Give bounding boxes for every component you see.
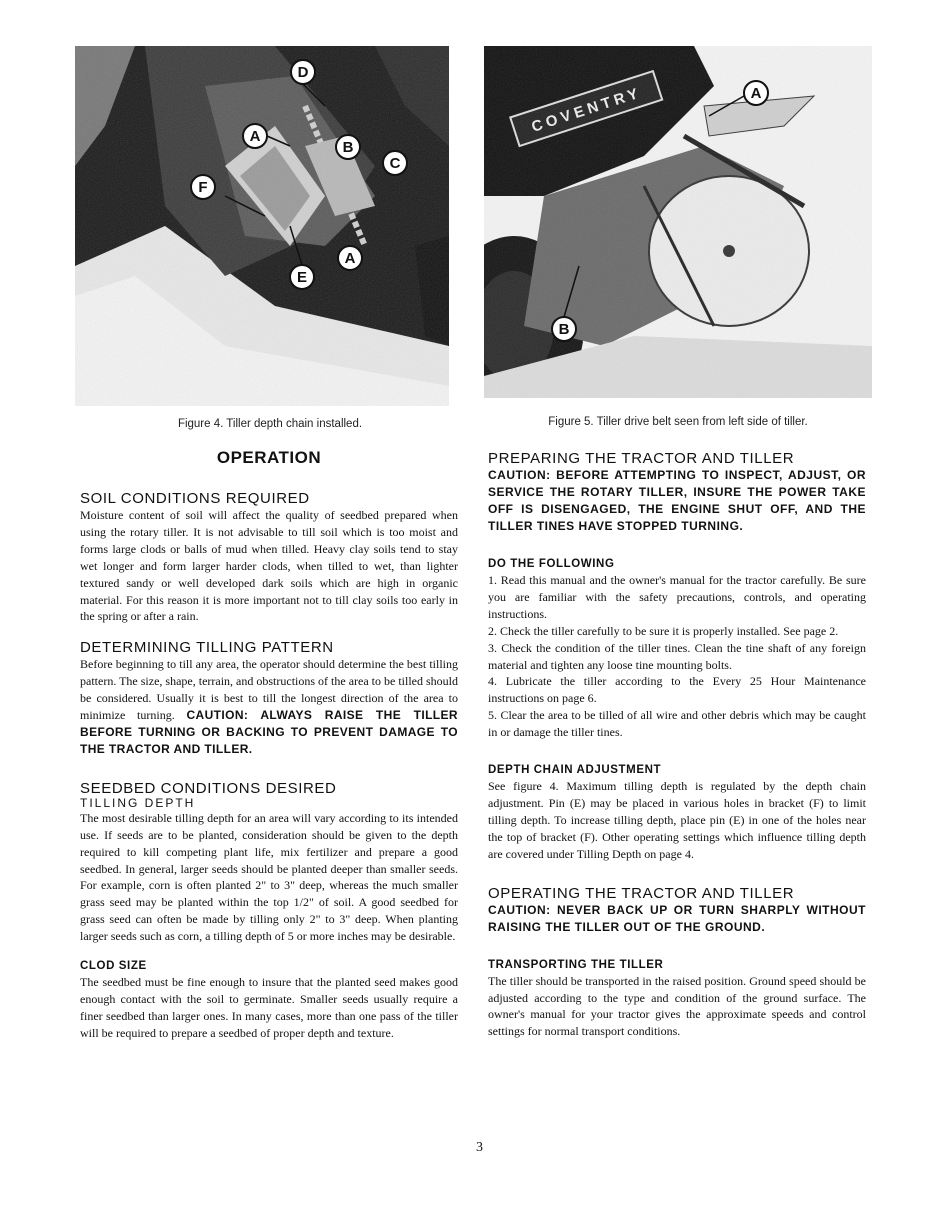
callout-a-lower <box>338 246 362 270</box>
soil-heading: SOIL CONDITIONS REQUIRED <box>80 490 310 507</box>
svg-text:C: C <box>389 155 401 172</box>
operating-heading: OPERATING THE TRACTOR AND TILLER <box>488 884 795 902</box>
transporting-body: The tiller should be transported in the raised position. Ground speed should be adjusted according to the type and condition of the ground surface. The owner's manual for your tractor gives the approximate speeds and control settings for normal transport conditions. <box>488 973 866 1039</box>
transporting-heading: TRANSPORTING THE TILLER <box>488 958 664 971</box>
operating-caution: CAUTION: NEVER BACK UP OR TURN SHARPLY WITHOUT RAISING THE TILLER OUT OF THE GROUND. <box>488 902 866 934</box>
following-list <box>488 572 866 741</box>
list-item: 1. Read this manual and the owner's manual for the tractor carefully. Be sure you are familiar with the safety precautions, controls, and operating instructions. <box>488 573 866 621</box>
clod-heading: CLOD SIZE <box>80 960 147 973</box>
pattern-heading: DETERMINING TILLING PATTERN <box>80 639 334 657</box>
callout-f <box>191 175 215 199</box>
svg-text:E: E <box>296 269 308 286</box>
svg-text:A: A <box>750 85 762 102</box>
left-column <box>80 448 458 1042</box>
right-column <box>488 450 866 1040</box>
figure-5-photo <box>484 46 872 398</box>
preparing-heading: PREPARING THE TRACTOR AND TILLER <box>488 450 795 467</box>
list-item: 4. Lubricate the tiller according to the Every 25 Hour Maintenance instructions on page 6. <box>488 674 866 706</box>
callout-b <box>552 317 576 341</box>
svg-text:D: D <box>297 64 309 81</box>
callout-b <box>336 135 360 159</box>
seedbed-body: The most desirable tilling depth for an area will vary according to its intended use. If seeds are to be planted, consideration should be given to the depth required to kill competing plant life, mix fertilizer and prepare a good seedbed. In general, larger seeds should be planted deeper than smaller seeds. For example, corn is often planted 2" to 3" deep, whereas the much smaller grass seed may be planted within the top 1/2" of soil. A good seedbed for grass seed can often be made by tilling only 2" to 3" deep. When planting larger seeds such as corn, a tilling depth of 5 or more inches may be desirable. <box>80 810 458 944</box>
callout-a <box>744 81 768 105</box>
svg-text:B: B <box>342 139 354 156</box>
svg-text:B: B <box>558 321 570 338</box>
figure-5-caption: Figure 5. Tiller drive belt seen from left side of tiller. <box>548 416 808 428</box>
page-number: 3 <box>476 1140 483 1155</box>
svg-text:F: F <box>198 179 208 196</box>
tilling-depth-subheading: TILLING DEPTH <box>80 795 196 810</box>
list-item: 2. Check the tiller carefully to be sure it is properly installed. See page 2. <box>488 623 839 638</box>
soil-body: Moisture content of soil will affect the quality of seedbed prepared when using the rotary tiller. It is not advisable to till soil which is too moist and forms large clods or balls of mud when tilled. Heavy clay soils tend to stay wet longer and form larger harder clods, when tilled to wet, than lighter textured sandy or well developed dark soils which are high in organic material. For this reason it is more important not to till clay soils too early in the spring or after a rain. <box>80 508 458 624</box>
callout-a-upper <box>243 124 267 148</box>
pattern-caution: CAUTION: ALWAYS RAISE THE TILLER BEFORE TURNING OR BACKING TO PREVENT DAMAGE TO THE TRACTOR AND TILLER. <box>80 708 458 756</box>
clod-body: The seedbed must be fine enough to insure that the planted seed makes good enough contact with the soil to germinate. Smaller seeds usually require a finer seedbed than larger ones. In many cases, more than one pass of the tiller will be required to prepare a seedbed of proper depth and texture. <box>80 975 458 1040</box>
seedbed-heading: SEEDBED CONDITIONS DESIRED <box>80 779 337 797</box>
list-item: 5. Clear the area to be tilled of all wire and other debris which may be caught in or damage the tiller tines. <box>488 708 866 740</box>
figure-4-photo <box>75 46 449 406</box>
depth-chain-heading: DEPTH CHAIN ADJUSTMENT <box>488 764 662 777</box>
svg-text:A: A <box>249 128 261 145</box>
svg-text:A: A <box>344 250 356 267</box>
callout-e <box>290 265 314 289</box>
following-heading: DO THE FOLLOWING <box>488 558 615 570</box>
preparing-caution: CAUTION: BEFORE ATTEMPTING TO INSPECT, ADJUST, OR SERVICE THE ROTARY TILLER, INSURE THE POWER TAKE OFF IS DISENGAGED, THE ENGINE SHUT OFF, AND THE TILLER TINES HAVE STOPPED TURNING. <box>488 468 866 533</box>
pattern-body: Before beginning to till any area, the operator should determine the best tilling pattern. The size, shape, terrain, and obstructions of the area to be tilled should be considered. Usually it is best to till the longest direction of the area to minimize turning. CAUTION: ALWAYS RAISE THE TILLER BEFORE TURNING OR BACKING TO PREVENT DAMAGE TO THE TRACTOR AND TILLER. <box>80 657 458 756</box>
figure-4-caption: Figure 4. Tiller depth chain installed. <box>177 418 363 430</box>
callout-c <box>383 151 407 175</box>
list-item: 3. Check the condition of the tiller tines. Clean the tine shaft of any foreign material and tighten any loose tine mounting bolts. <box>488 640 866 672</box>
depth-chain-body: See figure 4. Maximum tilling depth is regulated by the depth chain adjustment. Pin (E) may be placed in various holes in bracket (F) to limit tilling depth. To increase tilling depth, place pin (E) in one of the holes near the top of bracket (F). Other operating settings which influence tilling depth are covered under Tilling Depth on page 4. <box>488 779 866 861</box>
callout-d <box>291 60 315 84</box>
operation-title: OPERATION <box>216 448 322 467</box>
